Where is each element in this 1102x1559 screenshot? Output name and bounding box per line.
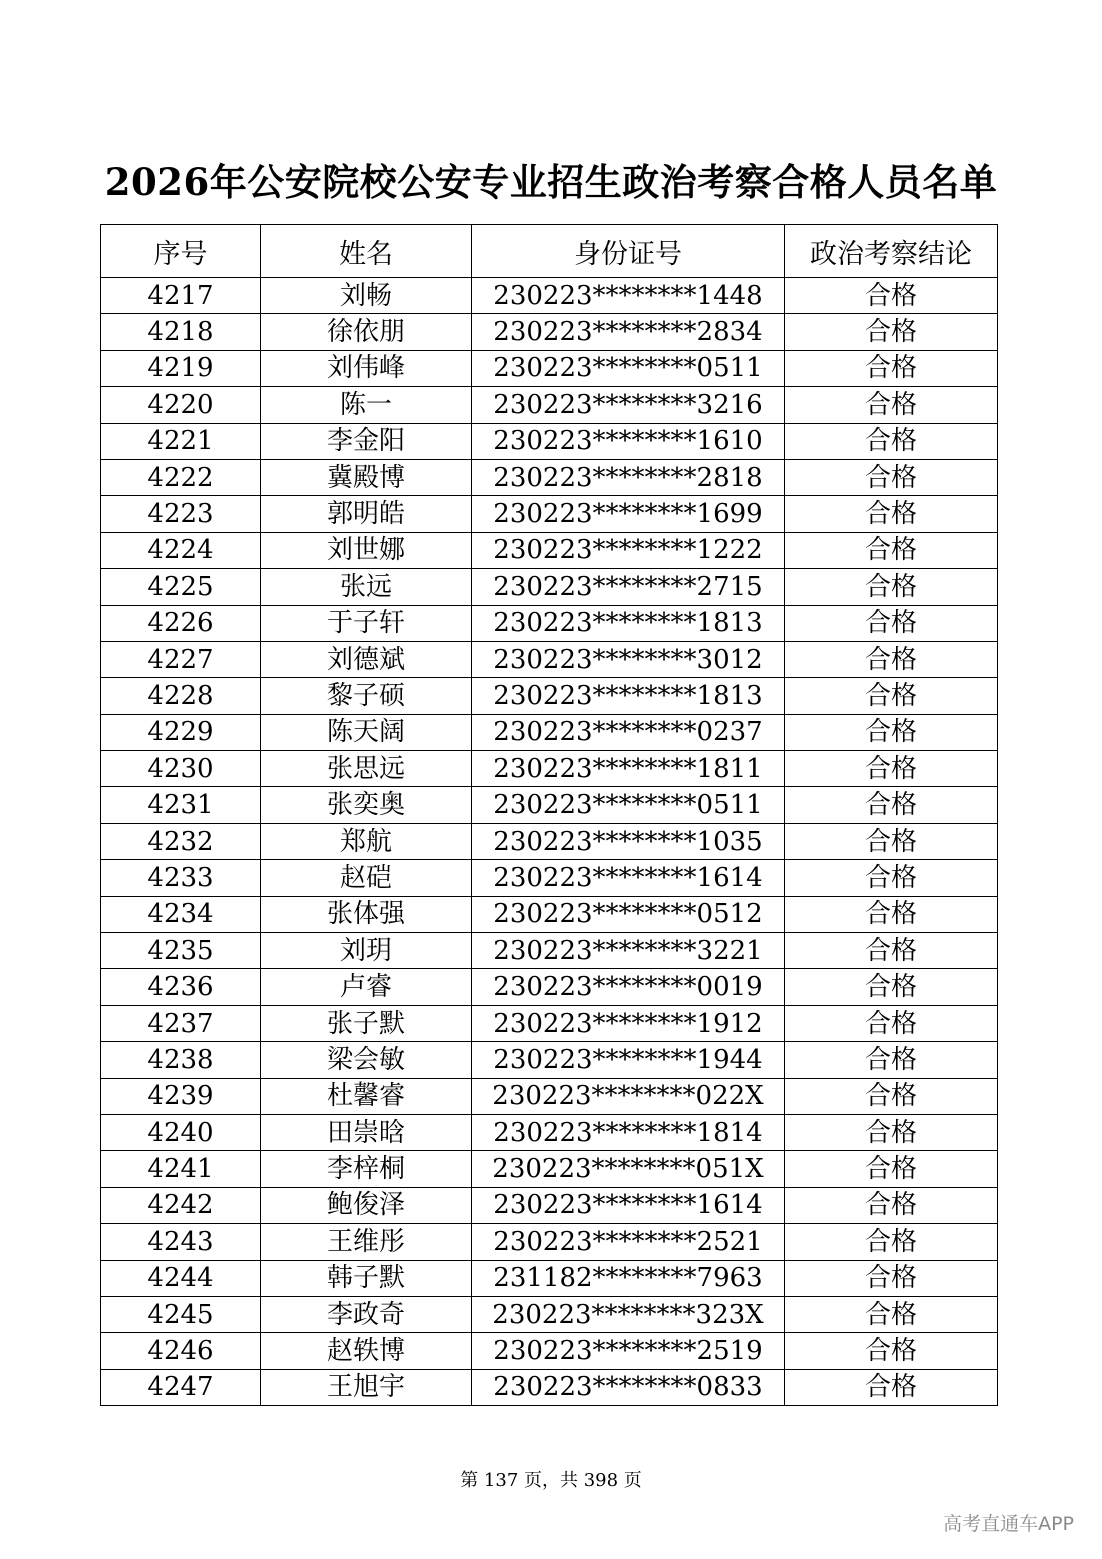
cell-name: 张思远 bbox=[261, 751, 472, 787]
cell-id-number: 230223********0237 bbox=[472, 714, 785, 750]
table-row bbox=[101, 314, 998, 350]
cell-seq: 4245 bbox=[101, 1296, 261, 1332]
cell-conclusion: 合格 bbox=[785, 714, 998, 750]
cell-seq: 4218 bbox=[101, 314, 261, 350]
cell-id-number: 230223********0833 bbox=[472, 1369, 785, 1405]
cell-seq: 4220 bbox=[101, 387, 261, 423]
table-row bbox=[101, 423, 998, 459]
table-row bbox=[101, 860, 998, 896]
cell-conclusion: 合格 bbox=[785, 459, 998, 495]
cell-seq: 4243 bbox=[101, 1224, 261, 1260]
cell-conclusion: 合格 bbox=[785, 641, 998, 677]
cell-name: 黎子硕 bbox=[261, 678, 472, 714]
cell-seq: 4239 bbox=[101, 1078, 261, 1114]
cell-name: 李金阳 bbox=[261, 423, 472, 459]
cell-conclusion: 合格 bbox=[785, 350, 998, 386]
table-row bbox=[101, 751, 998, 787]
cell-name: 张子默 bbox=[261, 1005, 472, 1041]
table-row bbox=[101, 278, 998, 314]
table-row bbox=[101, 641, 998, 677]
cell-id-number: 230223********1448 bbox=[472, 278, 785, 314]
cell-name: 王维彤 bbox=[261, 1224, 472, 1260]
cell-seq: 4229 bbox=[101, 714, 261, 750]
table-body bbox=[101, 278, 998, 1406]
cell-seq: 4227 bbox=[101, 641, 261, 677]
cell-name: 于子轩 bbox=[261, 605, 472, 641]
cell-conclusion: 合格 bbox=[785, 278, 998, 314]
table-row bbox=[101, 459, 998, 495]
cell-conclusion: 合格 bbox=[785, 1224, 998, 1260]
cell-seq: 4240 bbox=[101, 1114, 261, 1150]
cell-conclusion: 合格 bbox=[785, 1005, 998, 1041]
cell-id-number: 230223********1811 bbox=[472, 751, 785, 787]
cell-seq: 4232 bbox=[101, 823, 261, 859]
table-row bbox=[101, 1042, 998, 1078]
table-row bbox=[101, 787, 998, 823]
cell-id-number: 230223********323X bbox=[472, 1296, 785, 1332]
cell-name: 鲍俊泽 bbox=[261, 1187, 472, 1223]
cell-seq: 4224 bbox=[101, 532, 261, 568]
header-name: 姓名 bbox=[261, 225, 472, 278]
table-row bbox=[101, 350, 998, 386]
cell-name: 杜馨睿 bbox=[261, 1078, 472, 1114]
cell-conclusion: 合格 bbox=[785, 1042, 998, 1078]
cell-id-number: 231182********7963 bbox=[472, 1260, 785, 1296]
cell-id-number: 230223********0511 bbox=[472, 787, 785, 823]
cell-name: 郭明皓 bbox=[261, 496, 472, 532]
cell-name: 张体强 bbox=[261, 896, 472, 932]
cell-seq: 4246 bbox=[101, 1333, 261, 1369]
cell-conclusion: 合格 bbox=[785, 532, 998, 568]
cell-conclusion: 合格 bbox=[785, 678, 998, 714]
cell-conclusion: 合格 bbox=[785, 787, 998, 823]
table-row bbox=[101, 1333, 998, 1369]
cell-id-number: 230223********2521 bbox=[472, 1224, 785, 1260]
cell-name: 郑航 bbox=[261, 823, 472, 859]
cell-id-number: 230223********1813 bbox=[472, 678, 785, 714]
cell-conclusion: 合格 bbox=[785, 1369, 998, 1405]
table-row bbox=[101, 1114, 998, 1150]
watermark-logo-text: 高考直通车APP bbox=[943, 1513, 1074, 1535]
cell-id-number: 230223********3221 bbox=[472, 933, 785, 969]
page-number: 第 137 页，共 398 页 bbox=[460, 1470, 642, 1491]
cell-seq: 4233 bbox=[101, 860, 261, 896]
cell-id-number: 230223********1222 bbox=[472, 532, 785, 568]
cell-name: 李政奇 bbox=[261, 1296, 472, 1332]
cell-seq: 4223 bbox=[101, 496, 261, 532]
table-row bbox=[101, 532, 998, 568]
cell-seq: 4231 bbox=[101, 787, 261, 823]
cell-id-number: 230223********1610 bbox=[472, 423, 785, 459]
table-row bbox=[101, 569, 998, 605]
cell-name: 李梓桐 bbox=[261, 1151, 472, 1187]
cell-id-number: 230223********0511 bbox=[472, 350, 785, 386]
cell-conclusion: 合格 bbox=[785, 314, 998, 350]
header-id-number: 身份证号 bbox=[472, 225, 785, 278]
cell-name: 刘世娜 bbox=[261, 532, 472, 568]
table-row bbox=[101, 387, 998, 423]
cell-conclusion: 合格 bbox=[785, 496, 998, 532]
table-row bbox=[101, 1369, 998, 1405]
table-row bbox=[101, 1151, 998, 1187]
table-row bbox=[101, 933, 998, 969]
table-row bbox=[101, 605, 998, 641]
cell-conclusion: 合格 bbox=[785, 860, 998, 896]
cell-id-number: 230223********3012 bbox=[472, 641, 785, 677]
cell-conclusion: 合格 bbox=[785, 387, 998, 423]
cell-name: 刘玥 bbox=[261, 933, 472, 969]
cell-name: 张奕奥 bbox=[261, 787, 472, 823]
cell-seq: 4226 bbox=[101, 605, 261, 641]
cell-conclusion: 合格 bbox=[785, 1296, 998, 1332]
cell-seq: 4230 bbox=[101, 751, 261, 787]
table-row bbox=[101, 678, 998, 714]
table-row bbox=[101, 1005, 998, 1041]
cell-id-number: 230223********0019 bbox=[472, 969, 785, 1005]
cell-seq: 4225 bbox=[101, 569, 261, 605]
cell-id-number: 230223********1614 bbox=[472, 1187, 785, 1223]
cell-name: 刘德斌 bbox=[261, 641, 472, 677]
cell-seq: 4238 bbox=[101, 1042, 261, 1078]
cell-conclusion: 合格 bbox=[785, 605, 998, 641]
table-row bbox=[101, 1296, 998, 1332]
cell-id-number: 230223********1814 bbox=[472, 1114, 785, 1150]
table-row bbox=[101, 496, 998, 532]
cell-id-number: 230223********2715 bbox=[472, 569, 785, 605]
page-title: 2026年公安院校公安专业招生政治考察合格人员名单 bbox=[104, 160, 998, 204]
cell-name: 梁会敏 bbox=[261, 1042, 472, 1078]
table-row bbox=[101, 896, 998, 932]
cell-conclusion: 合格 bbox=[785, 1260, 998, 1296]
cell-name: 徐依朋 bbox=[261, 314, 472, 350]
cell-seq: 4222 bbox=[101, 459, 261, 495]
cell-seq: 4242 bbox=[101, 1187, 261, 1223]
cell-seq: 4217 bbox=[101, 278, 261, 314]
cell-name: 卢睿 bbox=[261, 969, 472, 1005]
cell-seq: 4221 bbox=[101, 423, 261, 459]
cell-conclusion: 合格 bbox=[785, 423, 998, 459]
cell-conclusion: 合格 bbox=[785, 1151, 998, 1187]
cell-seq: 4247 bbox=[101, 1369, 261, 1405]
cell-conclusion: 合格 bbox=[785, 823, 998, 859]
cell-name: 赵轶博 bbox=[261, 1333, 472, 1369]
cell-conclusion: 合格 bbox=[785, 1078, 998, 1114]
cell-id-number: 230223********1699 bbox=[472, 496, 785, 532]
cell-id-number: 230223********2519 bbox=[472, 1333, 785, 1369]
table-row bbox=[101, 1187, 998, 1223]
cell-conclusion: 合格 bbox=[785, 896, 998, 932]
table-row bbox=[101, 1260, 998, 1296]
cell-conclusion: 合格 bbox=[785, 1187, 998, 1223]
cell-id-number: 230223********1813 bbox=[472, 605, 785, 641]
cell-id-number: 230223********022X bbox=[472, 1078, 785, 1114]
cell-name: 刘伟峰 bbox=[261, 350, 472, 386]
cell-name: 陈一 bbox=[261, 387, 472, 423]
cell-name: 韩子默 bbox=[261, 1260, 472, 1296]
cell-id-number: 230223********051X bbox=[472, 1151, 785, 1187]
table-row bbox=[101, 823, 998, 859]
cell-name: 赵硙 bbox=[261, 860, 472, 896]
cell-name: 田崇晗 bbox=[261, 1114, 472, 1150]
table-header-row bbox=[101, 225, 998, 278]
cell-id-number: 230223********2818 bbox=[472, 459, 785, 495]
cell-seq: 4237 bbox=[101, 1005, 261, 1041]
cell-seq: 4235 bbox=[101, 933, 261, 969]
table-row bbox=[101, 1224, 998, 1260]
cell-name: 刘畅 bbox=[261, 278, 472, 314]
cell-conclusion: 合格 bbox=[785, 1333, 998, 1369]
cell-seq: 4241 bbox=[101, 1151, 261, 1187]
cell-seq: 4236 bbox=[101, 969, 261, 1005]
cell-seq: 4219 bbox=[101, 350, 261, 386]
cell-name: 王旭宇 bbox=[261, 1369, 472, 1405]
cell-conclusion: 合格 bbox=[785, 569, 998, 605]
roster-table bbox=[100, 224, 998, 1406]
cell-seq: 4244 bbox=[101, 1260, 261, 1296]
table-row bbox=[101, 1078, 998, 1114]
cell-id-number: 230223********1614 bbox=[472, 860, 785, 896]
cell-id-number: 230223********3216 bbox=[472, 387, 785, 423]
cell-conclusion: 合格 bbox=[785, 1114, 998, 1150]
cell-id-number: 230223********1944 bbox=[472, 1042, 785, 1078]
cell-conclusion: 合格 bbox=[785, 751, 998, 787]
header-seq: 序号 bbox=[101, 225, 261, 278]
cell-id-number: 230223********1035 bbox=[472, 823, 785, 859]
cell-conclusion: 合格 bbox=[785, 933, 998, 969]
cell-name: 陈天阔 bbox=[261, 714, 472, 750]
cell-seq: 4228 bbox=[101, 678, 261, 714]
table-row bbox=[101, 714, 998, 750]
cell-name: 张远 bbox=[261, 569, 472, 605]
cell-id-number: 230223********1912 bbox=[472, 1005, 785, 1041]
cell-name: 冀殿博 bbox=[261, 459, 472, 495]
cell-id-number: 230223********0512 bbox=[472, 896, 785, 932]
cell-seq: 4234 bbox=[101, 896, 261, 932]
cell-conclusion: 合格 bbox=[785, 969, 998, 1005]
cell-id-number: 230223********2834 bbox=[472, 314, 785, 350]
header-conclusion: 政治考察结论 bbox=[785, 225, 998, 278]
table-row bbox=[101, 969, 998, 1005]
